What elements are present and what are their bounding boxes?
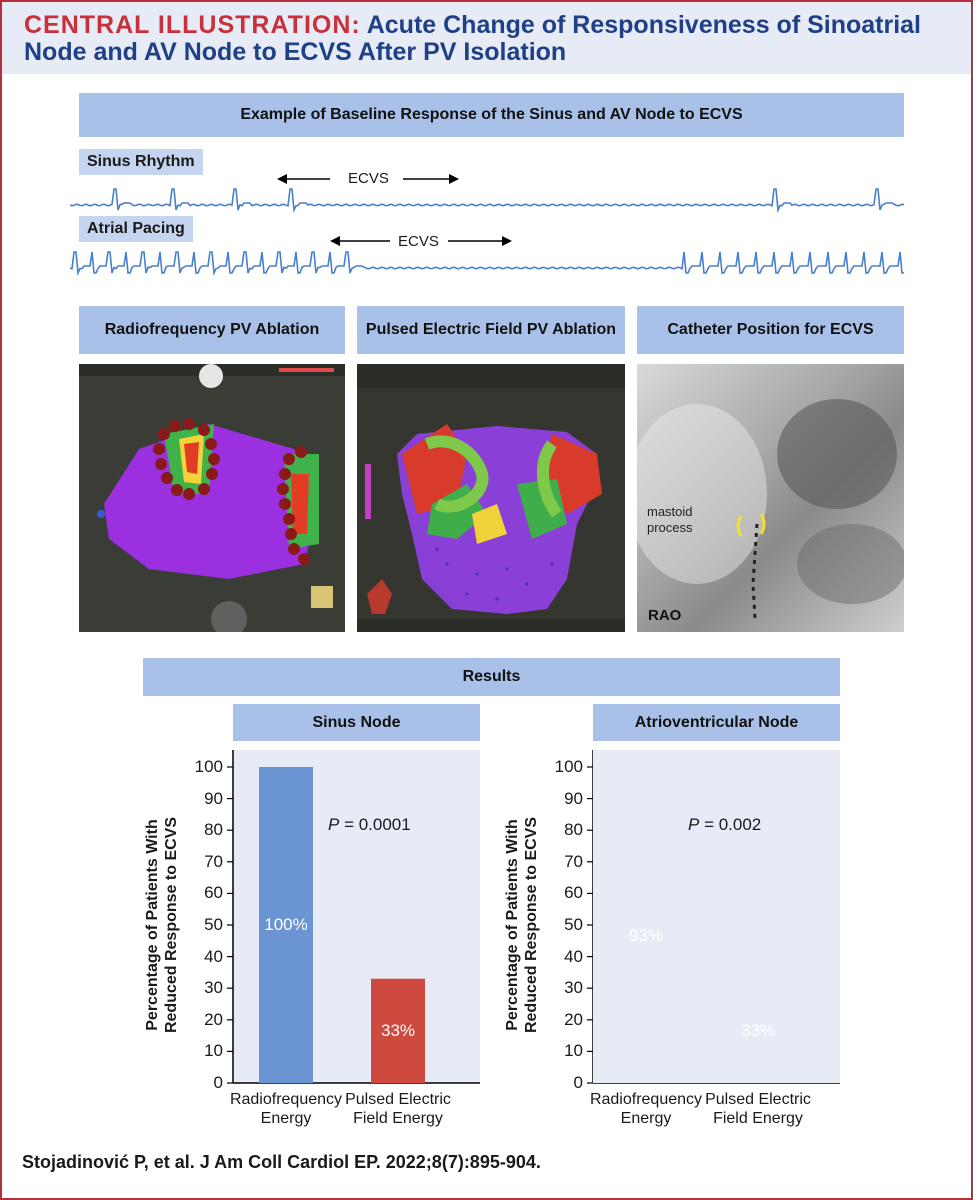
av-bar-value-label-1: 33%	[740, 1020, 776, 1040]
pfa-ablation-title: Pulsed Electric Field PV Ablation	[357, 306, 625, 354]
title-line-2: Node and AV Node to ECVS After PV Isolation	[24, 38, 567, 66]
av-y-axis-label-text: Percentage of Patients With Reduced Response to ECVS	[504, 816, 540, 1034]
rf-ablation-title: Radiofrequency PV Ablation	[79, 306, 345, 354]
sinus-bar-value-label-1: 33%	[380, 1020, 416, 1040]
av-y-tick-label: 100	[554, 757, 583, 776]
av-p-value	[688, 815, 761, 835]
sinus-y-tick-label: 90	[204, 788, 223, 808]
av-y-tick-label: 30	[564, 978, 583, 998]
sinus-node-title: Sinus Node	[233, 704, 480, 741]
results-title: Results	[143, 658, 840, 696]
sinus-y-tick-label: 80	[204, 820, 223, 840]
av-x-category-label-0: Radiofrequency Energy	[589, 1091, 703, 1127]
sinus-y-tick-label: 60	[204, 883, 223, 903]
sinus-y-tick-label: 40	[204, 946, 223, 966]
av-y-tick-label: 90	[564, 788, 583, 808]
sinus-y-tick-label: 20	[204, 1009, 223, 1029]
sinus-x-category-label-0: Radiofrequency Energy	[229, 1091, 343, 1127]
av-y-tick-label: 40	[564, 946, 583, 966]
av-y-tick-label: 0	[573, 1073, 583, 1092]
sinus-y-axis-label-text: Percentage of Patients With Reduced Response to ECVS	[144, 816, 180, 1034]
sinus-bar-value-label-0: 100%	[264, 915, 308, 934]
sinus-y-tick-label: 30	[204, 978, 223, 998]
ecvs-label-pacing: ECVS	[398, 233, 439, 250]
citation: Stojadinović P, et al. J Am Coll Cardiol EP. 2022;8(7):895-904.	[22, 1152, 541, 1172]
sinus-y-tick-label: 100	[194, 757, 223, 776]
av-p-number: = 0.002	[699, 815, 762, 834]
av-y-tick-label: 60	[564, 883, 583, 903]
rao-view-label: RAO	[648, 607, 682, 624]
av-y-tick-label: 10	[564, 1041, 583, 1061]
baseline-title: Example of Baseline Response of the Sinus and AV Node to ECVS	[79, 93, 904, 137]
av-y-tick-label: 80	[564, 820, 583, 840]
sinus-y-tick-label: 10	[204, 1041, 223, 1061]
sinus-y-axis-label	[143, 800, 183, 1050]
av-x-category-label-1: Pulsed Electric Field Energy	[705, 1091, 811, 1127]
sinus-p-number: = 0.0001	[339, 815, 411, 834]
ecvs-label-sinus: ECVS	[348, 170, 389, 187]
av-y-tick-label: 70	[564, 851, 583, 871]
av-y-tick-label: 20	[564, 1009, 583, 1029]
av-y-axis-label	[503, 800, 543, 1050]
av-y-tick-label: 50	[564, 915, 583, 934]
av-bar-value-label-0: 93%	[628, 926, 664, 946]
av-chart-background	[593, 750, 840, 1083]
mastoid-process-annotation: mastoid process	[647, 504, 693, 535]
av-node-title: Atrioventricular Node	[593, 704, 840, 741]
sinus-p-symbol: P	[328, 815, 340, 834]
av-p-symbol: P	[688, 815, 700, 834]
sinus-x-category-label-1: Pulsed Electric Field Energy	[345, 1091, 451, 1127]
sinus-p-value	[328, 815, 411, 835]
sinus-y-tick-label: 70	[204, 851, 223, 871]
atrial-pacing-label: Atrial Pacing	[79, 216, 193, 242]
central-illustration-kicker: CENTRAL ILLUSTRATION:	[24, 11, 361, 39]
sinus-y-tick-label: 0	[213, 1073, 223, 1092]
sinus-rhythm-label: Sinus Rhythm	[79, 149, 203, 175]
sinus-y-tick-label: 50	[204, 915, 223, 934]
catheter-position-title: Catheter Position for ECVS	[637, 306, 904, 354]
title-text-1: Acute Change of Responsiveness of Sinoatrial	[366, 11, 922, 39]
